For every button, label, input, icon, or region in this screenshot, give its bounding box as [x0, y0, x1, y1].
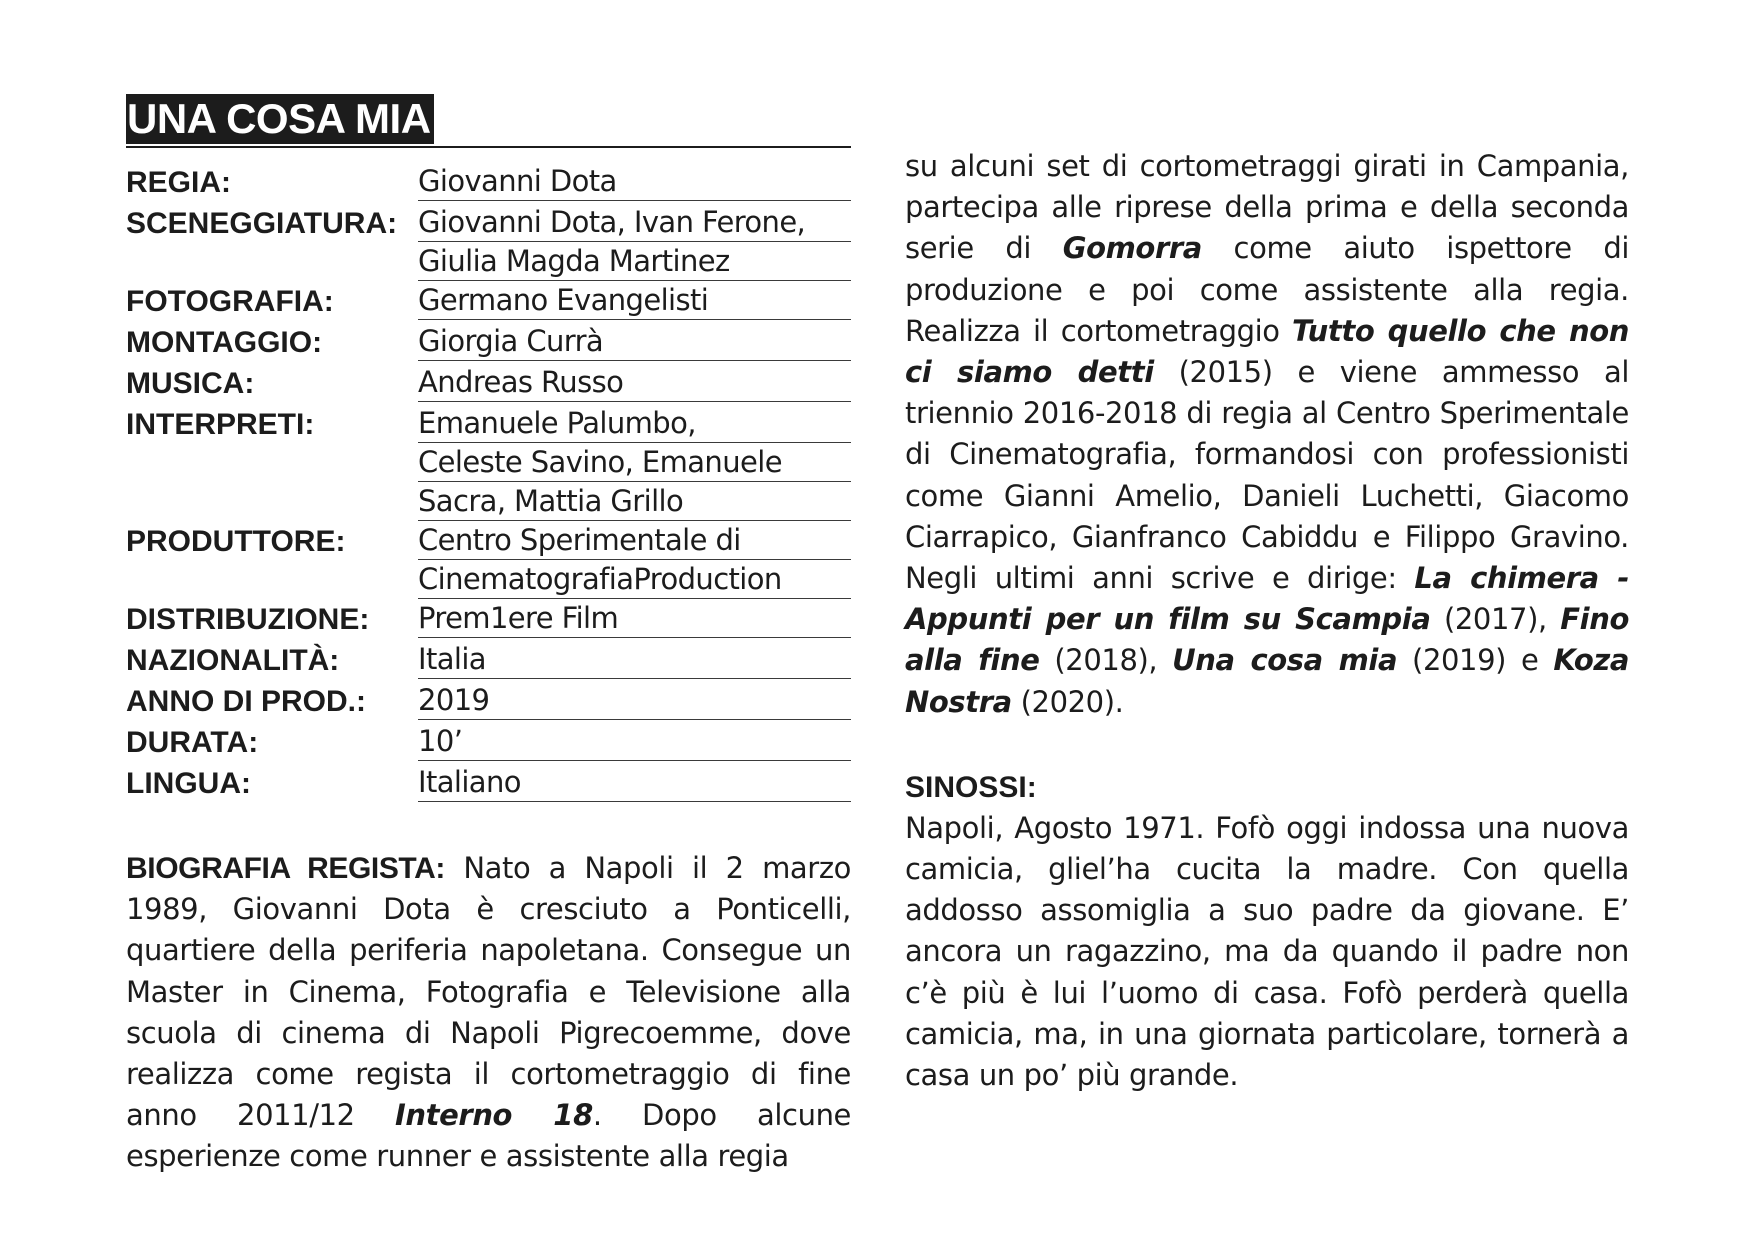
biography-part-1: [126, 848, 851, 1178]
left-column: [126, 94, 851, 1178]
credit-row: [126, 363, 851, 404]
credit-value: Giovanni Dota: [418, 162, 851, 201]
credit-value: 10’: [418, 722, 851, 761]
bio-work-koza-nostra: Koza Nostra: [905, 643, 1629, 719]
bio-text-3: come aiuto ispettore di produzione e poi come assistente alla regia. Realizza il cortometraggio: [905, 231, 1630, 348]
bio-text-4: (2015) e viene ammesso al triennio 2016-2018 di regia al Centro Sperimentale di Cinematografia, formandosi con professionisti come Gianni Amelio, Danieli Luchetti, Giacomo Ciarrapico, Gianfranco Cabiddu e Filippo Gravino. Negli ultimi anni scrive e dirige:: [905, 355, 1629, 596]
credit-values: [418, 640, 851, 679]
synopsis-text: Napoli, Agosto 1971. Fofò oggi indossa una nuova camicia, glielʼha cucita la madre. Con quella addosso assomiglia a suo padre da giovane. E’ ancora un ragazzino, ma da quando il padre non cʼè più è lui lʼuomo di casa. Fofò perderà quella camicia, ma, in una giornata particolare, tornerà a casa un po’ più grande.: [905, 810, 1629, 1093]
right-column: [905, 146, 1629, 1096]
credits-table: [126, 162, 851, 804]
credit-value: Italia: [418, 640, 851, 679]
credit-values: [418, 722, 851, 761]
credit-value: Germano Evangelisti: [418, 281, 851, 320]
film-title: UNA COSA MIA: [126, 94, 434, 144]
credit-value: Emanuele Palumbo,: [418, 404, 851, 443]
credit-value: 2019: [418, 681, 851, 720]
bio-work-la-chimera: La chimera - Appunti per un film su Scampia: [905, 561, 1629, 637]
title-bar: [126, 94, 851, 148]
credit-label: FOTOGRAFIA:: [126, 285, 334, 318]
bio-work-tutto-quello: Tutto quello che non ci siamo detti: [905, 313, 1629, 390]
credit-value: Andreas Russo: [418, 363, 851, 402]
credit-row: [126, 203, 851, 281]
credit-value: Giorgia Currà: [418, 322, 851, 361]
credit-values: [418, 521, 851, 599]
credit-value: Sacra, Mattia Grillo: [418, 482, 851, 521]
bio-text-2b: su alcuni set di cortometraggi girati in Campania, partecipa alle riprese della prima e della seconda serie di: [905, 149, 1629, 266]
credit-value: Celeste Savino, Emanuele: [418, 443, 851, 482]
bio-text-6: (2018),: [1039, 643, 1173, 678]
bio-text-5: (2017),: [1430, 602, 1561, 637]
biography-label: BIOGRAFIA REGISTA:: [126, 852, 445, 885]
credit-values: [418, 281, 851, 320]
credit-label: LINGUA:: [126, 767, 251, 800]
credit-row: [126, 322, 851, 363]
credit-values: [418, 404, 851, 521]
credit-value: CinematografiaProduction: [418, 560, 851, 599]
credit-label: DURATA:: [126, 726, 259, 759]
credit-row: [126, 521, 851, 599]
credit-row: [126, 640, 851, 681]
bio-work-fino-alla-fine: Fino alla fine: [905, 602, 1629, 678]
credit-values: [418, 763, 851, 802]
biography-part-2: [905, 146, 1629, 723]
credit-row: [126, 162, 851, 203]
credit-row: [126, 681, 851, 722]
credit-label: INTERPRETI:: [126, 408, 315, 441]
bio-work-interno-18: Interno 18: [395, 1098, 593, 1133]
credit-value: Centro Sperimentale di: [418, 521, 851, 560]
credit-label: SCENEGGIATURA:: [126, 207, 398, 240]
credit-row: [126, 722, 851, 763]
credit-values: [418, 162, 851, 201]
credit-row: [126, 404, 851, 521]
credit-value: Giulia Magda Martinez: [418, 242, 851, 281]
credit-row: [126, 599, 851, 640]
bio-work-una-cosa-mia: Una cosa mia: [1172, 643, 1398, 678]
credit-value: Prem1ere Film: [418, 599, 851, 638]
credit-values: [418, 203, 851, 281]
credit-label: ANNO DI PROD.:: [126, 685, 366, 718]
bio-work-gomorra: Gomorra: [1062, 231, 1202, 266]
credit-value: Giovanni Dota, Ivan Ferone,: [418, 203, 851, 242]
credit-values: [418, 681, 851, 720]
credit-value: Italiano: [418, 763, 851, 802]
bio-text-7: (2019) e: [1397, 643, 1554, 678]
bio-text-2a: . Dopo alcune esperienze come runner e assistente alla regia: [126, 1098, 851, 1174]
bio-text-1: Nato a Napoli il 2 marzo 1989, Giovanni Dota è cresciuto a Ponticelli, quartiere della periferia napoletana. Consegue un Master in Cinema, Fotografia e Televisione alla scuola di cinema di Napoli Pigrecoemme, dove realizza come regista il cortometraggio di fine anno 2011/12: [126, 851, 851, 1133]
credit-row: [126, 763, 851, 804]
credit-values: [418, 363, 851, 402]
credit-label: MUSICA:: [126, 367, 255, 400]
credit-values: [418, 599, 851, 638]
credit-label: MONTAGGIO:: [126, 326, 323, 359]
bio-text-8: (2020).: [1011, 684, 1124, 719]
credit-label: NAZIONALITÀ:: [126, 644, 340, 677]
credit-row: [126, 281, 851, 322]
credit-label: REGIA:: [126, 166, 231, 199]
synopsis-label: SINOSSI:: [905, 770, 1037, 804]
credit-label: DISTRIBUZIONE:: [126, 603, 370, 636]
credit-label: PRODUTTORE:: [126, 525, 346, 558]
credit-values: [418, 322, 851, 361]
